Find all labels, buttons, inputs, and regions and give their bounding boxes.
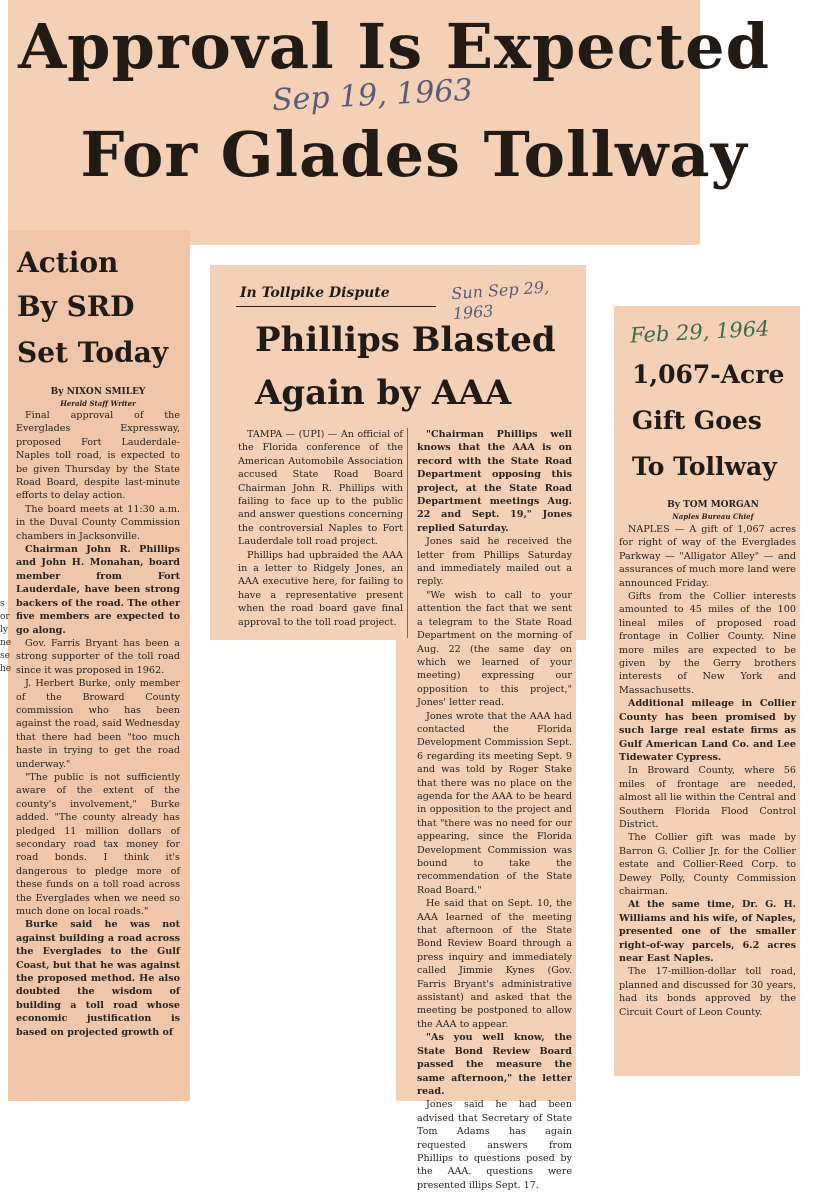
right-article-body bbox=[619, 523, 796, 1073]
middle-kicker: In Tollpike Dispute bbox=[240, 285, 390, 301]
middle-paragraph: "As you well know, the State Bond Review Board passed the measure the same afternoon," the letter read. bbox=[417, 1032, 572, 1097]
middle-paragraph: "Chairman Phillips well knows that the AAA is on record with the State Road Department opposing this project, at the State Road Department meetings Aug. 22 and Sept. 19," Jones replied Saturday. bbox=[417, 429, 572, 534]
right-byline-name: By TOM MORGAN bbox=[667, 500, 759, 510]
col1-byline-title: Herald Staff Writer bbox=[60, 399, 136, 408]
right-paragraph: Additional mileage in Collier County has been promised by such large real estate firms as Gulf American Land Co. and Lee Tidewater Cypress. bbox=[619, 698, 796, 763]
right-paragraph: At the same time, Dr. G. H. Williams and his wife, of Naples, presented one of the smaller right-of-way parcels, 6.2 acres near East Naples. bbox=[619, 899, 796, 964]
middle-left-column bbox=[238, 428, 403, 638]
middle-headline-1: Phillips Blasted bbox=[255, 320, 556, 360]
middle-right-column bbox=[417, 428, 572, 1191]
handwritten-date-1963-sep-29: Sun Sep 29, 1963 bbox=[450, 277, 550, 324]
col1-byline bbox=[18, 387, 178, 409]
col1-paragraph: "The public is not sufficiently aware of the extent of the county's involvement," Burke added. "The county already has pledged 11 million dollars of secondary road tax money for road bonds. I think it's dangerous to pledge more of these funds on a toll road across the Everglades when we need so much done on local roads." bbox=[16, 771, 180, 918]
middle-paragraph: Jones wrote that the AAA had contacted the Florida Development Commission Sept. 6 regarding its meeting Sept. 9 and was told by Roger Stake that there was no place on the agenda for the AAA to be heard in opposition to the project and that "there was no need for our appearing, since the Florida Development Commission was bound to take the recommendation of the State Road Board." bbox=[417, 710, 572, 896]
col1-paragraph: The board meets at 11:30 a.m. in the Duval County Commission chambers in Jacksonville. bbox=[16, 503, 180, 542]
headline-line-2: For Glades Tollway bbox=[80, 118, 748, 191]
right-paragraph: NAPLES — A gift of 1,067 acres for right of way of the Everglades Parkway — "Alligator Alley" — and assurances of much more land were announced Friday. bbox=[619, 524, 796, 589]
col1-paragraph: J. Herbert Burke, only member of the Broward County commission who has been against the road, said Wednesday that there had been "too much haste in trying to get the road underway." bbox=[16, 678, 180, 770]
col1-paragraph: Chairman John R. Phillips and John H. Monahan, board member from Fort Lauderdale, have been strong backers of the road. The other five members are expected to go along. bbox=[16, 544, 180, 636]
right-headline-2: Gift Goes bbox=[632, 406, 762, 435]
middle-paragraph: "We wish to call to your attention the fact that we sent a telegram to the State Road Department on the morning of Aug. 22 (the same day on which we learned of your meeting) expressing our opposition to this project," Jones' letter read. bbox=[417, 589, 572, 709]
middle-paragraph: Jones said he had been advised that Secretary of State Tom Adams has again requested answers from Phillips to questions posed by the AAA. questions were presented illips Sept. 17. bbox=[417, 1099, 572, 1191]
middle-headline-2: Again by AAA bbox=[255, 373, 512, 413]
col1-headline-2: By SRD bbox=[17, 290, 135, 323]
right-paragraph: Gifts from the Collier interests amounted to 45 miles of the 100 lineal miles of proposed road frontage in Collier County. Nine more miles are expected to be given by the Gerry brothers interests of New York and Massachusetts. bbox=[619, 591, 796, 696]
middle-paragraph: Phillips had upbraided the AAA in a letter to Ridgely Jones, an AAA executive here, for failing to have a representative present when the road board gave final approval to the toll road project. bbox=[238, 549, 403, 628]
col1-paragraph: Gov. Farris Bryant has been a strong supporter of the toll road since it was proposed in 1962. bbox=[16, 637, 180, 676]
col1-paragraph: Burke said he was not against building a road across the Everglades to the Gulf Coast, but that he was against the proposed method. He also doubted the wisdom of building a toll road whose economic justification is based on projected growth of bbox=[16, 919, 180, 1038]
right-paragraph: The 17-million-dollar toll road, planned and discussed for 30 years, had its bonds approved by the Circuit Court of Leon County. bbox=[619, 966, 796, 1018]
left-edge-fragments: s or ly ne se he bbox=[0, 599, 12, 674]
col1-headline-3: Set Today bbox=[17, 336, 169, 369]
kicker-underline bbox=[236, 306, 436, 307]
right-byline bbox=[630, 500, 796, 522]
middle-paragraph: TAMPA — (UPI) — An official of the Florida conference of the American Automobile Association accused State Road Board Chairman John R. Phillips with failing to face up to the public and answer questions concerning the controversial Naples to Fort Lauderdale toll road project. bbox=[238, 429, 403, 548]
handwritten-date-1963-sep-19: Sep 19, 1963 bbox=[271, 72, 474, 119]
headline-line-1: Approval Is Expected bbox=[18, 10, 770, 83]
right-paragraph: In Broward County, where 56 miles of frontage are needed, almost all lie within the Central and Southern Florida Flood Control District. bbox=[619, 765, 796, 830]
right-headline-1: 1,067-Acre bbox=[632, 360, 785, 389]
middle-paragraph: He said that on Sept. 10, the AAA learned of the meeting that afternoon of the State Bond Review Board through a press inquiry and immediately called Jimmie Kynes (Gov. Farris Bryant's administrative assistant) and asked that the meeting be postponed to allow the AAA to appear. bbox=[417, 898, 572, 1030]
right-headline-3: To Tollway bbox=[632, 452, 777, 481]
column-divider bbox=[407, 428, 408, 638]
right-paragraph: The Collier gift was made by Barron G. Collier Jr. for the Collier estate and Collier-Reed Corp. to Dewey Polly, County Commission chairman. bbox=[619, 832, 796, 897]
col1-paragraph: Final approval of the Everglades Expressway, proposed Fort Lauderdale-Naples toll road, is expected to be given Thursday by the State Road Board, despite last-minute efforts to delay action. bbox=[16, 410, 180, 502]
right-byline-title: Naples Bureau Chief bbox=[672, 512, 754, 521]
handwritten-date-1964-feb-29: Feb 29, 1964 bbox=[629, 316, 771, 348]
col1-article-body bbox=[16, 409, 180, 1101]
col1-byline-name: By NIXON SMILEY bbox=[50, 387, 146, 397]
col1-headline-1: Action bbox=[17, 246, 119, 279]
middle-paragraph: Jones said he received the letter from Phillips Saturday and immediately mailed out a reply. bbox=[417, 536, 572, 588]
